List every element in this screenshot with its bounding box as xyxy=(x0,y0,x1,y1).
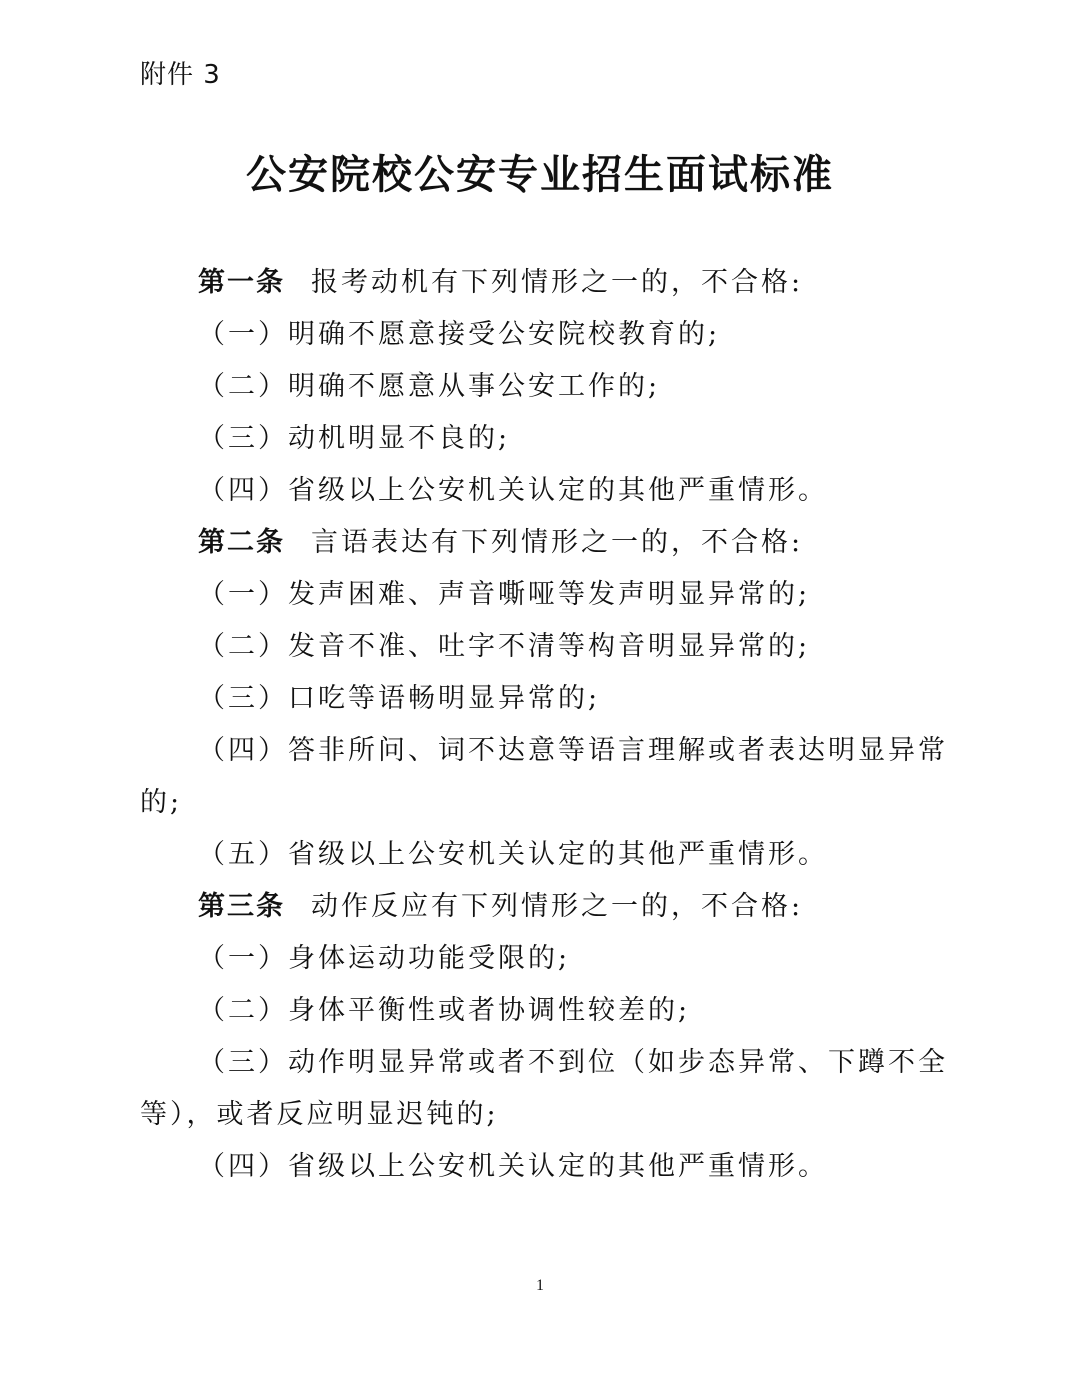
article-3-item-2: （二）身体平衡性或者协调性较差的; xyxy=(198,995,691,1026)
article-3-item-3: （三）动作明显异常或者不到位（如步态异常、下蹲不全 xyxy=(198,1047,948,1078)
article-2-item-1: （一）发声困难、声音嘶哑等发声明显异常的; xyxy=(198,579,811,610)
article-2-intro: 言语表达有下列情形之一的，不合格: xyxy=(311,527,804,558)
article-3-item-3-continued: 等），或者反应明显迟钝的; xyxy=(140,1099,499,1130)
article-1-item-2: （二）明确不愿意从事公安工作的; xyxy=(198,371,661,402)
article-2-item-4: （四）答非所问、词不达意等语言理解或者表达明显异常 xyxy=(198,735,948,766)
article-2-item-3: （三）口吃等语畅明显异常的; xyxy=(198,683,601,714)
article-3-item-4: （四）省级以上公安机关认定的其他严重情形。 xyxy=(198,1151,828,1182)
article-3-heading: 第三条 xyxy=(198,891,285,922)
page-number: 1 xyxy=(536,1277,544,1294)
article-3-item-1: （一）身体运动功能受限的; xyxy=(198,943,571,974)
article-3-intro: 动作反应有下列情形之一的，不合格: xyxy=(311,891,804,922)
article-1-heading: 第一条 xyxy=(198,267,285,298)
article-1-intro: 报考动机有下列情形之一的，不合格: xyxy=(311,267,804,298)
article-1-item-4: （四）省级以上公安机关认定的其他严重情形。 xyxy=(198,475,828,506)
article-2-heading: 第二条 xyxy=(198,527,285,558)
article-2-item-4-continued: 的; xyxy=(140,787,183,818)
attachment-label: 附件 3 xyxy=(140,60,221,90)
article-1-intro-line xyxy=(140,257,930,309)
document-title: 公安院校公安专业招生面试标准 xyxy=(246,152,834,198)
article-2-item-5: （五）省级以上公安机关认定的其他严重情形。 xyxy=(198,839,828,870)
article-3-intro-line xyxy=(140,881,930,933)
document-body xyxy=(140,257,948,1193)
article-1-item-1: （一）明确不愿意接受公安院校教育的; xyxy=(198,319,721,350)
article-2-intro-line xyxy=(140,517,930,569)
article-2-item-2: （二）发音不准、吐字不清等构音明显异常的; xyxy=(198,631,811,662)
article-1-item-3: （三）动机明显不良的; xyxy=(198,423,511,454)
